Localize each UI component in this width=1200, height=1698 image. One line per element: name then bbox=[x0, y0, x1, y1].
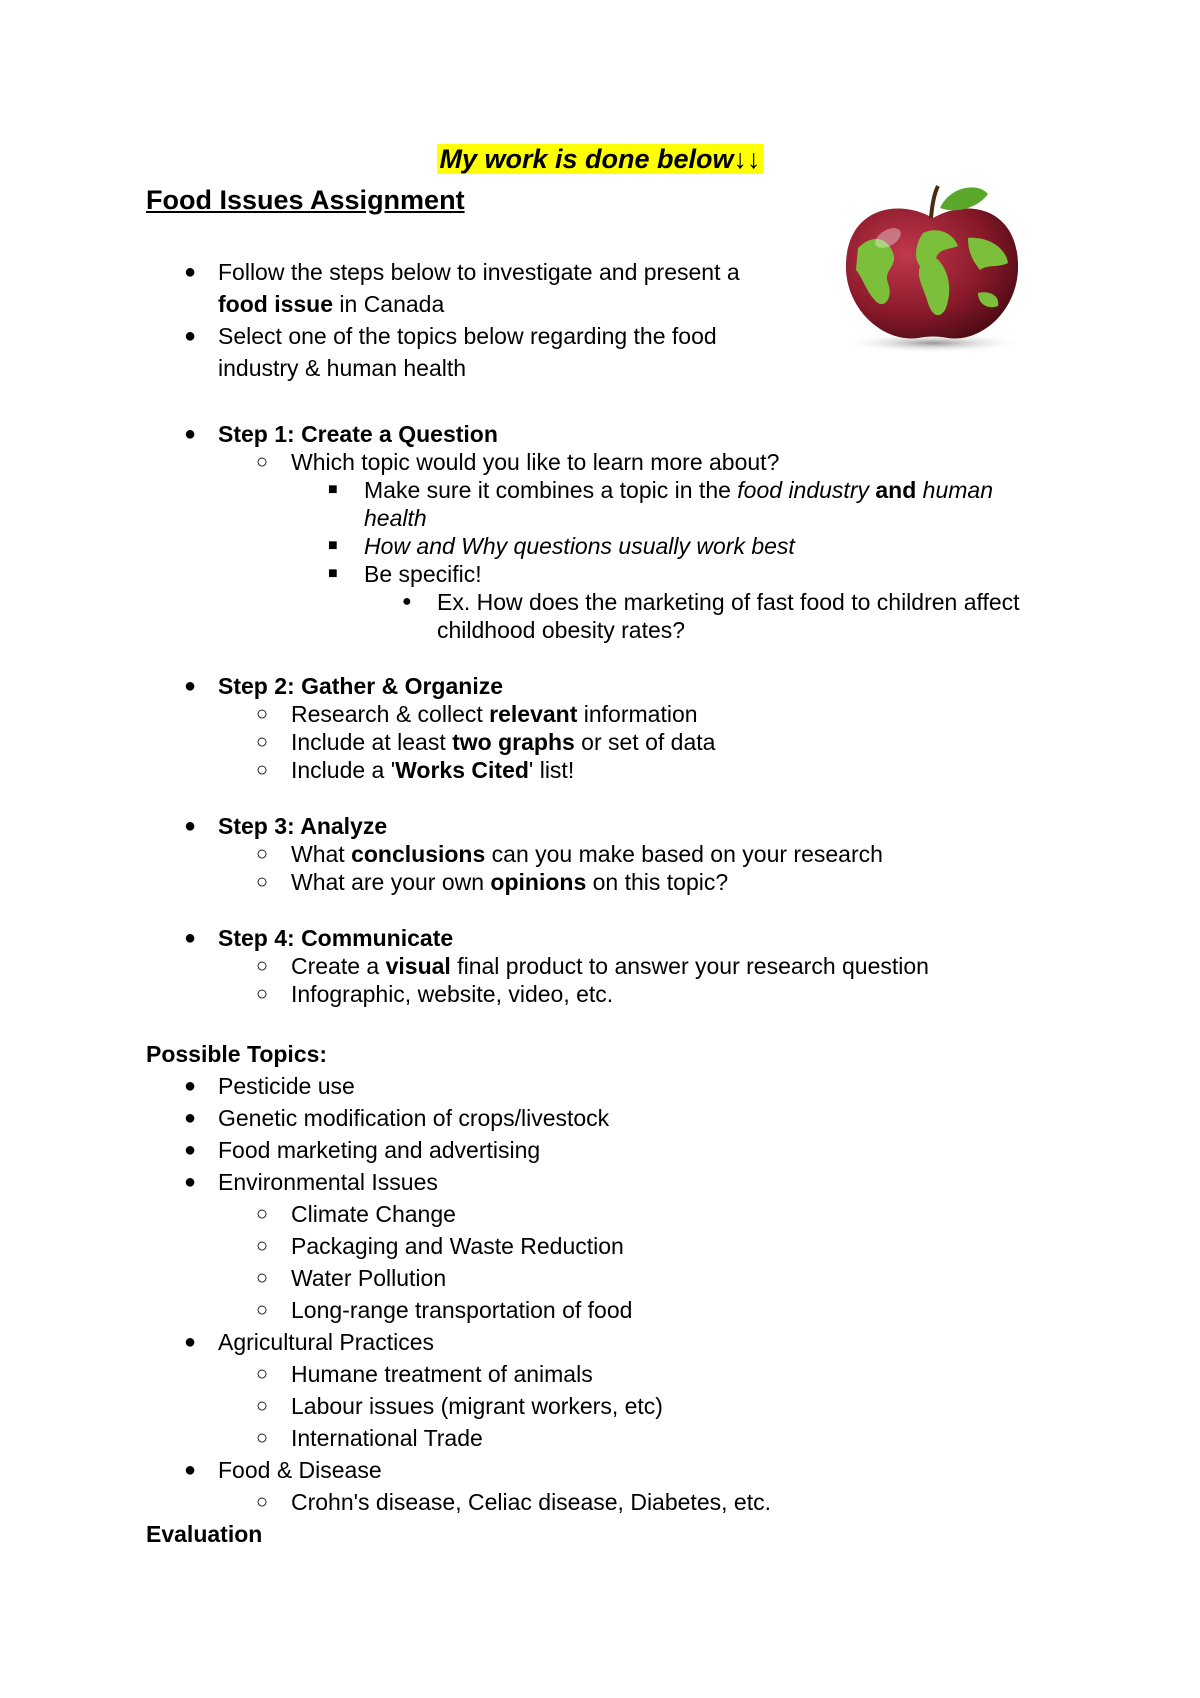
s3b3: on this topic? bbox=[586, 869, 729, 895]
bullet-square: ■ bbox=[328, 537, 338, 554]
bullet-disc: ● bbox=[184, 325, 197, 347]
bullet-square: ■ bbox=[328, 481, 338, 498]
step1-s1-cont: health bbox=[364, 505, 427, 531]
step1-s3: Be specific! bbox=[364, 561, 482, 587]
step1-heading: Step 1: Create a Question bbox=[218, 421, 498, 447]
s2c3: ' list! bbox=[528, 757, 575, 783]
bullet-circle: ○ bbox=[256, 451, 269, 473]
topic-humane: Humane treatment of animals bbox=[291, 1361, 593, 1387]
step3-b bbox=[291, 868, 728, 896]
bullet-disc: ● bbox=[184, 927, 197, 949]
topics-heading: Possible Topics: bbox=[146, 1041, 328, 1067]
s3b2: opinions bbox=[490, 869, 587, 895]
intro-bullet-2b: industry & human health bbox=[218, 355, 467, 381]
s3a2: conclusions bbox=[351, 841, 486, 867]
s1-b: food industry bbox=[737, 477, 869, 503]
bullet-disc: ● bbox=[184, 1075, 197, 1097]
topic-labour: Labour issues (migrant workers, etc) bbox=[291, 1393, 663, 1419]
step4-b: Infographic, website, video, etc. bbox=[291, 981, 614, 1007]
bullet-circle: ○ bbox=[256, 955, 269, 977]
s1-a: Make sure it combines a topic in the bbox=[364, 477, 738, 503]
intro-bullet-2a: Select one of the topics below regarding the food bbox=[218, 323, 717, 349]
bullet-circle: ○ bbox=[256, 1299, 269, 1321]
bullet-disc: ● bbox=[184, 1107, 197, 1129]
page-title: Food Issues Assignment bbox=[146, 185, 465, 215]
bullet-circle: ○ bbox=[256, 1395, 269, 1417]
s2b2: two graphs bbox=[452, 729, 575, 755]
evaluation-heading: Evaluation bbox=[146, 1521, 263, 1547]
s2b1: Include at least bbox=[291, 729, 453, 755]
bullet-circle: ○ bbox=[256, 731, 269, 753]
step1-example-b: childhood obesity rates? bbox=[437, 617, 686, 643]
topic-marketing: Food marketing and advertising bbox=[218, 1137, 541, 1163]
bullet-circle: ○ bbox=[256, 759, 269, 781]
food-issue-bold: food issue bbox=[218, 291, 334, 317]
bullet-circle: ○ bbox=[256, 1203, 269, 1225]
step1-s1 bbox=[364, 476, 993, 504]
intro-bullet-1a: Follow the steps below to investigate and present a bbox=[218, 259, 740, 285]
s1-c: and bbox=[869, 477, 923, 503]
bullet-square: ■ bbox=[328, 565, 338, 582]
bullet-disc: ● bbox=[184, 261, 197, 283]
bullet-disc: ● bbox=[184, 675, 197, 697]
s3b1: What are your own bbox=[291, 869, 491, 895]
step4-heading: Step 4: Communicate bbox=[218, 925, 454, 951]
intro-bullet-1b-rest: in Canada bbox=[333, 291, 445, 317]
step1-example-a: Ex. How does the marketing of fast food to children affect bbox=[437, 589, 1020, 615]
topic-gmo: Genetic modification of crops/livestock bbox=[218, 1105, 610, 1131]
bullet-disc: ● bbox=[184, 1171, 197, 1193]
banner bbox=[0, 142, 1200, 176]
bullet-circle: ○ bbox=[256, 871, 269, 893]
s1-d: human bbox=[922, 477, 993, 503]
s2a1: Research & collect bbox=[291, 701, 490, 727]
step2-a bbox=[291, 700, 698, 728]
s3a3: can you make based on your research bbox=[485, 841, 883, 867]
bullet-circle: ○ bbox=[256, 1363, 269, 1385]
topic-disease-examples: Crohn's disease, Celiac disease, Diabetes, etc. bbox=[291, 1489, 771, 1515]
bullet-disc: ● bbox=[184, 423, 197, 445]
topic-water: Water Pollution bbox=[291, 1265, 447, 1291]
s4a3: final product to answer your research question bbox=[450, 953, 929, 979]
s3a1: What bbox=[291, 841, 352, 867]
bullet-disc: ● bbox=[184, 1459, 197, 1481]
topic-transport: Long-range transportation of food bbox=[291, 1297, 633, 1323]
step1-sub1: Which topic would you like to learn more about? bbox=[291, 449, 780, 475]
step3-heading: Step 3: Analyze bbox=[218, 813, 388, 839]
bullet-disc: ● bbox=[184, 1331, 197, 1353]
topic-trade: International Trade bbox=[291, 1425, 483, 1451]
step4-a bbox=[291, 952, 929, 980]
bullet-circle: ○ bbox=[256, 1267, 269, 1289]
bullet-circle: ○ bbox=[256, 703, 269, 725]
bullet-circle: ○ bbox=[256, 1235, 269, 1257]
step2-heading: Step 2: Gather & Organize bbox=[218, 673, 504, 699]
s2a3: information bbox=[577, 701, 698, 727]
bullet-circle: ○ bbox=[256, 1491, 269, 1513]
bullet-disc: ● bbox=[402, 593, 412, 610]
s4a2: visual bbox=[385, 953, 451, 979]
bullet-disc: ● bbox=[184, 1139, 197, 1161]
topic-environmental: Environmental Issues bbox=[218, 1169, 438, 1195]
s2b3: or set of data bbox=[574, 729, 716, 755]
topic-disease: Food & Disease bbox=[218, 1457, 382, 1483]
topic-pesticide: Pesticide use bbox=[218, 1073, 355, 1099]
s2c2: Works Cited bbox=[395, 757, 529, 783]
s2a2: relevant bbox=[489, 701, 578, 727]
bullet-circle: ○ bbox=[256, 983, 269, 1005]
apple-globe-image bbox=[828, 178, 1038, 358]
topic-agriculture: Agricultural Practices bbox=[218, 1329, 435, 1355]
bullet-circle: ○ bbox=[256, 843, 269, 865]
step2-c bbox=[291, 756, 574, 784]
step2-b bbox=[291, 728, 715, 756]
s4a1: Create a bbox=[291, 953, 386, 979]
intro-bullet-1b bbox=[218, 290, 444, 318]
banner-text: My work is done below↓↓ bbox=[439, 144, 761, 174]
s2c1: Include a ' bbox=[291, 757, 396, 783]
topic-climate: Climate Change bbox=[291, 1201, 456, 1227]
bullet-disc: ● bbox=[184, 815, 197, 837]
topic-packaging: Packaging and Waste Reduction bbox=[291, 1233, 624, 1259]
step3-a bbox=[291, 840, 883, 868]
step1-s2: How and Why questions usually work best bbox=[364, 533, 795, 559]
bullet-circle: ○ bbox=[256, 1427, 269, 1449]
